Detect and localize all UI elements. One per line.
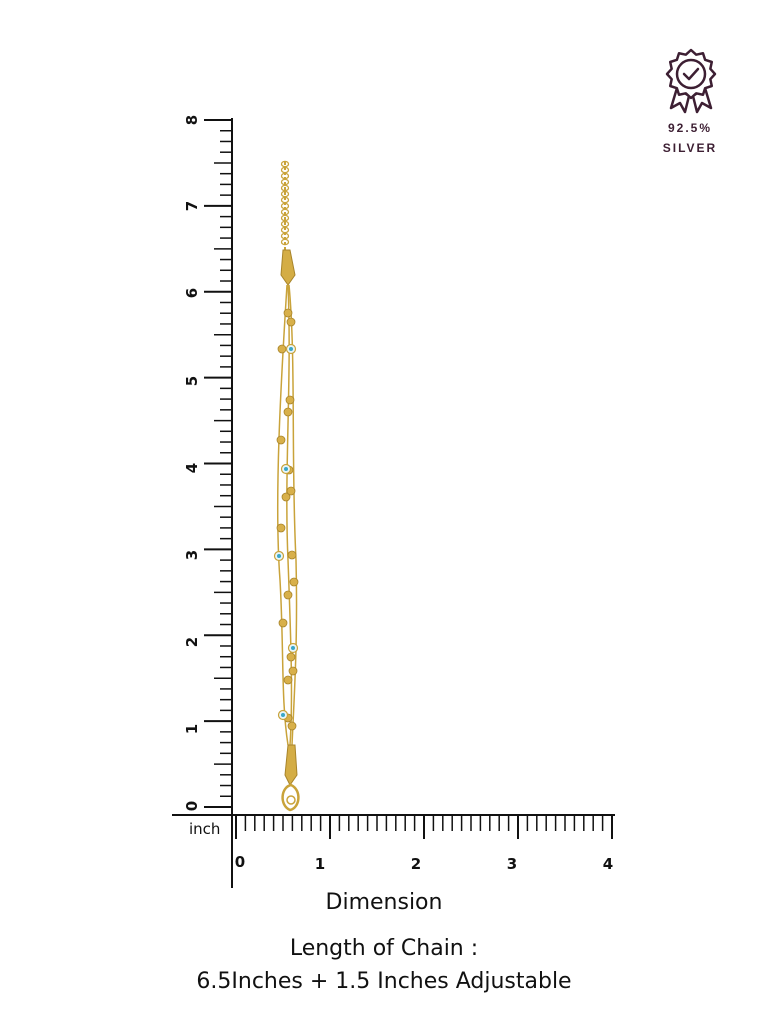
gold-bead: [289, 667, 297, 675]
v-label-4: 4: [183, 462, 201, 474]
gold-bead: [287, 318, 295, 326]
evil-eye-pupil: [281, 713, 285, 717]
gold-bead: [277, 524, 285, 532]
chain-length-label: Length of Chain :: [289, 936, 479, 961]
v-label-7: 7: [183, 200, 201, 212]
evil-eye-pupil: [291, 646, 295, 650]
gold-bead: [284, 309, 292, 317]
h-label-2: 2: [410, 855, 422, 873]
v-label-2: 2: [183, 636, 201, 648]
v-label-3: 3: [183, 549, 201, 561]
v-label-6: 6: [183, 287, 201, 299]
silver-purity-percent: 92.5%: [667, 121, 713, 135]
gold-bead: [287, 487, 295, 495]
evil-eye-pupil: [284, 467, 288, 471]
dimension-title: Dimension: [325, 890, 443, 915]
gold-bead: [286, 396, 294, 404]
gold-bead: [277, 436, 285, 444]
gold-chain-bracelet-image: [275, 161, 299, 810]
h-label-3: 3: [506, 855, 518, 873]
v-label-5: 5: [183, 375, 201, 387]
gold-bead: [279, 619, 287, 627]
evil-eye-pupil: [277, 554, 281, 558]
gold-bead: [284, 408, 292, 416]
vertical-ruler-labels: [183, 115, 201, 811]
gold-bead: [278, 345, 286, 353]
horizontal-ruler-labels: [235, 853, 613, 873]
unit-label: inch: [189, 820, 221, 838]
gold-bead: [284, 676, 292, 684]
horizontal-ruler-ticks: [236, 815, 612, 839]
evil-eye-pupil: [289, 347, 293, 351]
certified-seal-check-icon: [667, 50, 715, 112]
h-label-4: 4: [602, 855, 614, 873]
h-label-0: 0: [234, 853, 246, 871]
vertical-ruler-ticks: [204, 120, 232, 807]
silver-material-label: SILVER: [662, 141, 718, 155]
h-label-1: 1: [314, 855, 326, 873]
v-label-0: 0: [183, 800, 201, 812]
gold-bead: [284, 591, 292, 599]
v-label-1: 1: [183, 723, 201, 735]
gold-bead: [288, 722, 296, 730]
gold-bead: [287, 653, 295, 661]
v-label-8: 8: [183, 114, 201, 126]
chain-length-value: 6.5Inches + 1.5 Inches Adjustable: [196, 969, 572, 994]
gold-bead: [288, 551, 296, 559]
seal-outline: [667, 50, 715, 98]
gold-bead: [290, 578, 298, 586]
